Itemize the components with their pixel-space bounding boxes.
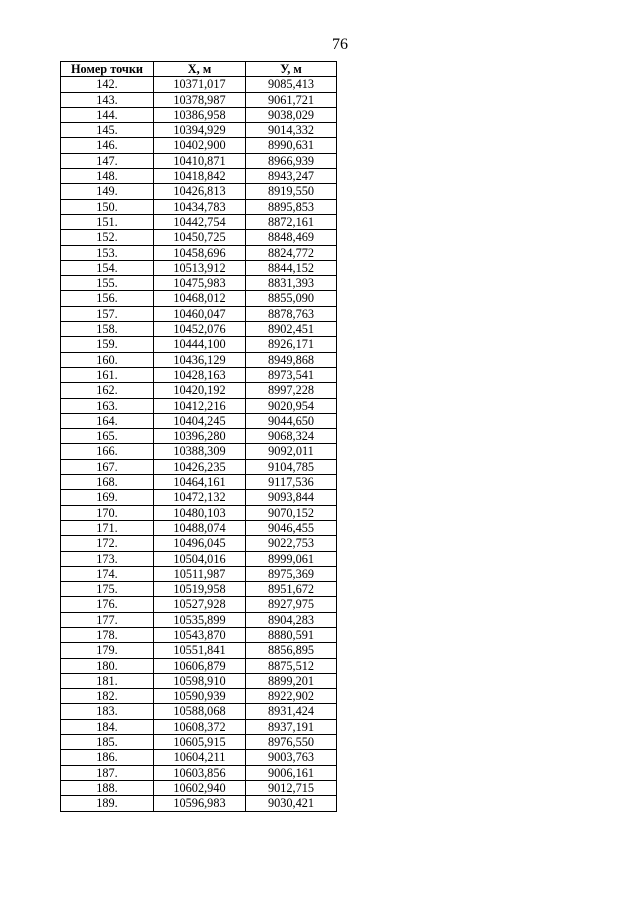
point-number-cell: 163. (61, 398, 154, 413)
x-cell: 10606,879 (154, 658, 246, 673)
point-number-cell: 155. (61, 276, 154, 291)
x-cell: 10475,983 (154, 276, 246, 291)
table-row (61, 169, 337, 184)
point-number-cell: 175. (61, 582, 154, 597)
x-cell: 10460,047 (154, 306, 246, 321)
y-cell: 8855,090 (246, 291, 337, 306)
x-cell: 10450,725 (154, 230, 246, 245)
x-cell: 10394,929 (154, 123, 246, 138)
table-row (61, 658, 337, 673)
y-cell: 8856,895 (246, 643, 337, 658)
point-number-cell: 150. (61, 199, 154, 214)
table-row (61, 429, 337, 444)
table-body (61, 77, 337, 811)
point-number-cell: 156. (61, 291, 154, 306)
point-number-cell: 181. (61, 673, 154, 688)
point-number-cell: 168. (61, 475, 154, 490)
y-cell: 9061,721 (246, 92, 337, 107)
y-cell: 8844,152 (246, 260, 337, 275)
point-number-cell: 166. (61, 444, 154, 459)
y-cell: 8949,868 (246, 352, 337, 367)
y-cell: 8922,902 (246, 689, 337, 704)
y-cell: 9022,753 (246, 536, 337, 551)
table-row (61, 750, 337, 765)
point-number-cell: 182. (61, 689, 154, 704)
table-row (61, 475, 337, 490)
table-row (61, 704, 337, 719)
table-row (61, 123, 337, 138)
x-cell: 10428,163 (154, 367, 246, 382)
point-number-cell: 170. (61, 505, 154, 520)
header-point-number: Номер точки (61, 62, 154, 77)
point-number-cell: 178. (61, 627, 154, 642)
point-number-cell: 171. (61, 520, 154, 535)
y-cell: 8875,512 (246, 658, 337, 673)
table-row (61, 796, 337, 811)
table-row (61, 520, 337, 535)
y-cell: 9093,844 (246, 490, 337, 505)
point-number-cell: 158. (61, 322, 154, 337)
point-number-cell: 176. (61, 597, 154, 612)
point-number-cell: 161. (61, 367, 154, 382)
y-cell: 9117,536 (246, 475, 337, 490)
x-cell: 10436,129 (154, 352, 246, 367)
point-number-cell: 188. (61, 780, 154, 795)
header-y: У, м (246, 62, 337, 77)
table-row (61, 276, 337, 291)
table-row (61, 490, 337, 505)
y-cell: 8824,772 (246, 245, 337, 260)
y-cell: 8872,161 (246, 214, 337, 229)
x-cell: 10602,940 (154, 780, 246, 795)
table-row (61, 352, 337, 367)
y-cell: 9014,332 (246, 123, 337, 138)
point-number-cell: 184. (61, 719, 154, 734)
point-number-cell: 189. (61, 796, 154, 811)
y-cell: 8951,672 (246, 582, 337, 597)
point-number-cell: 144. (61, 107, 154, 122)
x-cell: 10588,068 (154, 704, 246, 719)
table-row (61, 612, 337, 627)
y-cell: 9003,763 (246, 750, 337, 765)
point-number-cell: 152. (61, 230, 154, 245)
point-number-cell: 185. (61, 735, 154, 750)
table-row (61, 230, 337, 245)
y-cell: 8997,228 (246, 383, 337, 398)
point-number-cell: 151. (61, 214, 154, 229)
table-row (61, 719, 337, 734)
x-cell: 10410,871 (154, 153, 246, 168)
table-header-row (61, 62, 337, 77)
y-cell: 9006,161 (246, 765, 337, 780)
point-number-cell: 180. (61, 658, 154, 673)
x-cell: 10527,928 (154, 597, 246, 612)
x-cell: 10598,910 (154, 673, 246, 688)
x-cell: 10386,958 (154, 107, 246, 122)
x-cell: 10371,017 (154, 77, 246, 92)
table-row (61, 245, 337, 260)
header-x: X, м (154, 62, 246, 77)
y-cell: 8976,550 (246, 735, 337, 750)
table-row (61, 214, 337, 229)
point-number-cell: 157. (61, 306, 154, 321)
page-number: 76 (332, 36, 348, 53)
x-cell: 10513,912 (154, 260, 246, 275)
x-cell: 10442,754 (154, 214, 246, 229)
table-row (61, 505, 337, 520)
y-cell: 9020,954 (246, 398, 337, 413)
point-number-cell: 169. (61, 490, 154, 505)
x-cell: 10468,012 (154, 291, 246, 306)
y-cell: 9030,421 (246, 796, 337, 811)
table-row (61, 536, 337, 551)
x-cell: 10472,132 (154, 490, 246, 505)
x-cell: 10543,870 (154, 627, 246, 642)
y-cell: 8880,591 (246, 627, 337, 642)
table-row (61, 459, 337, 474)
y-cell: 8895,853 (246, 199, 337, 214)
y-cell: 8904,283 (246, 612, 337, 627)
table-row (61, 689, 337, 704)
x-cell: 10434,783 (154, 199, 246, 214)
table-row (61, 765, 337, 780)
point-number-cell: 164. (61, 413, 154, 428)
point-number-cell: 165. (61, 429, 154, 444)
x-cell: 10426,235 (154, 459, 246, 474)
table-row (61, 673, 337, 688)
table-row (61, 77, 337, 92)
point-number-cell: 162. (61, 383, 154, 398)
table-row (61, 184, 337, 199)
x-cell: 10396,280 (154, 429, 246, 444)
y-cell: 9085,413 (246, 77, 337, 92)
y-cell: 9104,785 (246, 459, 337, 474)
x-cell: 10488,074 (154, 520, 246, 535)
table-row (61, 153, 337, 168)
y-cell: 8899,201 (246, 673, 337, 688)
x-cell: 10590,939 (154, 689, 246, 704)
point-number-cell: 148. (61, 169, 154, 184)
point-number-cell: 153. (61, 245, 154, 260)
x-cell: 10519,958 (154, 582, 246, 597)
x-cell: 10444,100 (154, 337, 246, 352)
y-cell: 8878,763 (246, 306, 337, 321)
y-cell: 8931,424 (246, 704, 337, 719)
table-row (61, 107, 337, 122)
y-cell: 8831,393 (246, 276, 337, 291)
y-cell: 9044,650 (246, 413, 337, 428)
x-cell: 10480,103 (154, 505, 246, 520)
x-cell: 10496,045 (154, 536, 246, 551)
table-row (61, 260, 337, 275)
point-number-cell: 173. (61, 551, 154, 566)
x-cell: 10464,161 (154, 475, 246, 490)
y-cell: 8999,061 (246, 551, 337, 566)
point-number-cell: 149. (61, 184, 154, 199)
table-row (61, 597, 337, 612)
point-number-cell: 143. (61, 92, 154, 107)
point-number-cell: 187. (61, 765, 154, 780)
x-cell: 10404,245 (154, 413, 246, 428)
point-number-cell: 174. (61, 566, 154, 581)
x-cell: 10603,856 (154, 765, 246, 780)
table-row (61, 306, 337, 321)
y-cell: 8937,191 (246, 719, 337, 734)
table-row (61, 337, 337, 352)
point-number-cell: 177. (61, 612, 154, 627)
y-cell: 9038,029 (246, 107, 337, 122)
table-row (61, 413, 337, 428)
x-cell: 10378,987 (154, 92, 246, 107)
point-number-cell: 186. (61, 750, 154, 765)
x-cell: 10604,211 (154, 750, 246, 765)
point-number-cell: 159. (61, 337, 154, 352)
x-cell: 10551,841 (154, 643, 246, 658)
y-cell: 8943,247 (246, 169, 337, 184)
point-number-cell: 183. (61, 704, 154, 719)
point-number-cell: 160. (61, 352, 154, 367)
x-cell: 10452,076 (154, 322, 246, 337)
y-cell: 9070,152 (246, 505, 337, 520)
x-cell: 10605,915 (154, 735, 246, 750)
table-row (61, 627, 337, 642)
table-row (61, 138, 337, 153)
x-cell: 10420,192 (154, 383, 246, 398)
point-number-cell: 147. (61, 153, 154, 168)
table-row (61, 566, 337, 581)
y-cell: 8927,975 (246, 597, 337, 612)
point-number-cell: 172. (61, 536, 154, 551)
x-cell: 10504,016 (154, 551, 246, 566)
x-cell: 10418,842 (154, 169, 246, 184)
table-row (61, 92, 337, 107)
y-cell: 8973,541 (246, 367, 337, 382)
x-cell: 10535,899 (154, 612, 246, 627)
table-row (61, 383, 337, 398)
table-row (61, 582, 337, 597)
table-row (61, 444, 337, 459)
y-cell: 9012,715 (246, 780, 337, 795)
table-row (61, 780, 337, 795)
y-cell: 8926,171 (246, 337, 337, 352)
point-number-cell: 146. (61, 138, 154, 153)
point-number-cell: 154. (61, 260, 154, 275)
x-cell: 10458,696 (154, 245, 246, 260)
y-cell: 8975,369 (246, 566, 337, 581)
point-number-cell: 179. (61, 643, 154, 658)
x-cell: 10511,987 (154, 566, 246, 581)
y-cell: 9068,324 (246, 429, 337, 444)
x-cell: 10402,900 (154, 138, 246, 153)
y-cell: 8902,451 (246, 322, 337, 337)
table-row (61, 643, 337, 658)
point-number-cell: 145. (61, 123, 154, 138)
x-cell: 10388,309 (154, 444, 246, 459)
y-cell: 8848,469 (246, 230, 337, 245)
table-row (61, 735, 337, 750)
x-cell: 10426,813 (154, 184, 246, 199)
table-row (61, 291, 337, 306)
coordinates-table (60, 61, 337, 812)
x-cell: 10412,216 (154, 398, 246, 413)
y-cell: 8919,550 (246, 184, 337, 199)
table-row (61, 199, 337, 214)
table-row (61, 398, 337, 413)
point-number-cell: 142. (61, 77, 154, 92)
x-cell: 10596,983 (154, 796, 246, 811)
x-cell: 10608,372 (154, 719, 246, 734)
table-row (61, 367, 337, 382)
y-cell: 9046,455 (246, 520, 337, 535)
table-row (61, 551, 337, 566)
y-cell: 8990,631 (246, 138, 337, 153)
point-number-cell: 167. (61, 459, 154, 474)
y-cell: 9092,011 (246, 444, 337, 459)
table-row (61, 322, 337, 337)
y-cell: 8966,939 (246, 153, 337, 168)
